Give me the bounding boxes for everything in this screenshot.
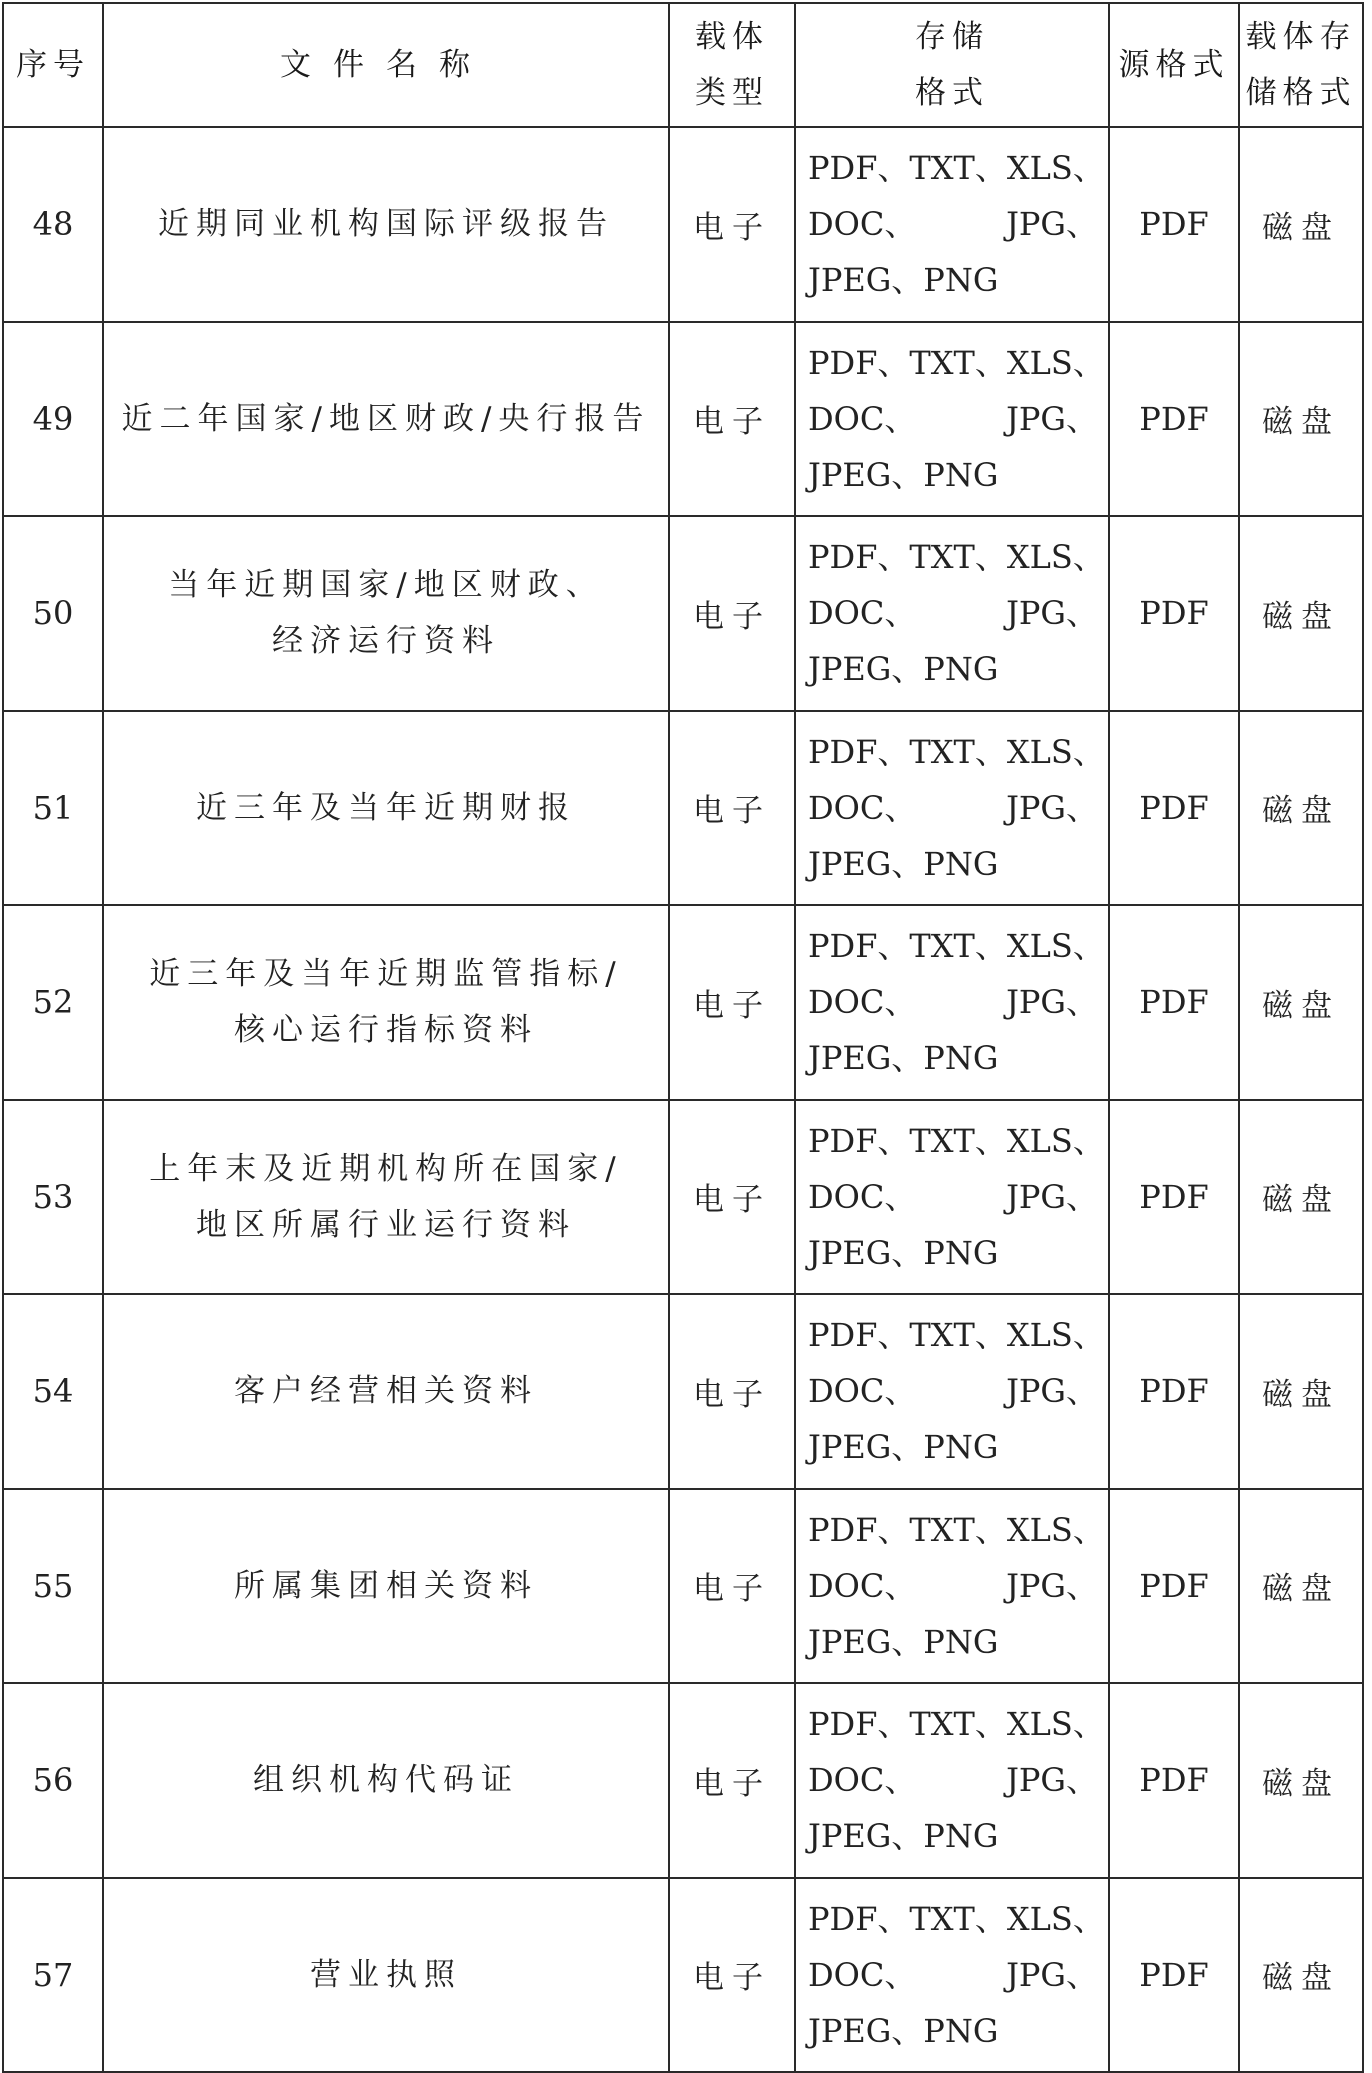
storage-format-line-3: JPEG、PNG (808, 1039, 999, 1078)
storage-format-line-3: JPEG、PNG (808, 455, 999, 494)
file-name-line: 客户经营相关资料 (234, 1373, 538, 1410)
carrier-type: 电子 (669, 516, 795, 711)
row-number: 48 (3, 127, 103, 322)
row-number: 57 (3, 1878, 103, 2073)
carrier-storage-format: 磁盘 (1239, 1683, 1363, 1878)
row-number: 50 (3, 516, 103, 711)
storage-format-line-2-left: DOC、 (808, 1566, 917, 1605)
carrier-storage-format: 磁盘 (1239, 711, 1363, 906)
carrier-storage-format: 磁盘 (1239, 1100, 1363, 1295)
file-name-cell (103, 1489, 669, 1684)
row-number: 54 (3, 1294, 103, 1489)
carrier-type: 电子 (669, 1100, 795, 1295)
storage-format-cell (795, 905, 1109, 1100)
storage-format-line-2 (808, 196, 1098, 252)
storage-format-cell (795, 1878, 1109, 2073)
storage-format-line-2-left: DOC、 (808, 205, 917, 244)
storage-format-line-2-right: JPG、 (1006, 983, 1098, 1022)
storage-format-line-2-right: JPG、 (1006, 1566, 1098, 1605)
row-number: 55 (3, 1489, 103, 1684)
storage-format-line-2 (808, 391, 1098, 447)
source-format: PDF (1109, 1683, 1239, 1878)
header-carrier-type-line-1: 载体 (695, 19, 769, 55)
table-row (3, 1489, 1363, 1684)
header-carrier-storage-line-1: 载体存 (1245, 19, 1357, 55)
row-number: 52 (3, 905, 103, 1100)
row-number: 49 (3, 322, 103, 517)
carrier-storage-format: 磁盘 (1239, 127, 1363, 322)
storage-format-line-2 (808, 1558, 1098, 1614)
file-name-line: 近三年及当年近期监管指标/ (149, 956, 623, 993)
table-row (3, 1294, 1363, 1489)
storage-format-line-3: JPEG、PNG (808, 650, 999, 689)
storage-format-cell (795, 1100, 1109, 1295)
file-name-cell (103, 1294, 669, 1489)
storage-format-line-3: JPEG、PNG (808, 1817, 999, 1856)
storage-format-line-1: PDF、TXT、XLS、 (808, 1510, 1105, 1549)
header-storage-format-line-2: 格式 (915, 75, 989, 111)
storage-format-line-2-left: DOC、 (808, 1177, 917, 1216)
table-row (3, 127, 1363, 322)
file-name-cell (103, 1683, 669, 1878)
file-name-cell (103, 1100, 669, 1295)
storage-format-line-2-left: DOC、 (808, 1955, 917, 1994)
header-name: 文件名称 (103, 3, 669, 127)
storage-format-line-2-left: DOC、 (808, 399, 917, 438)
storage-format-line-1: PDF、TXT、XLS、 (808, 927, 1105, 966)
storage-format-line-2-right: JPG、 (1006, 205, 1098, 244)
file-name-line: 核心运行指标资料 (234, 1012, 538, 1049)
row-number: 53 (3, 1100, 103, 1295)
table-header-row (3, 3, 1363, 127)
source-format: PDF (1109, 1294, 1239, 1489)
storage-format-line-2-left: DOC、 (808, 1761, 917, 1800)
storage-format-line-3: JPEG、PNG (808, 2011, 999, 2050)
header-storage-format (795, 3, 1109, 127)
storage-format-line-2-right: JPG、 (1006, 1177, 1098, 1216)
storage-format-line-2-right: JPG、 (1006, 594, 1098, 633)
header-carrier-storage-line-2: 储格式 (1245, 75, 1357, 111)
table-row (3, 322, 1363, 517)
header-storage-format-line-1: 存储 (915, 19, 989, 55)
row-number: 56 (3, 1683, 103, 1878)
storage-format-line-1: PDF、TXT、XLS、 (808, 732, 1105, 771)
carrier-type: 电子 (669, 711, 795, 906)
carrier-storage-format: 磁盘 (1239, 905, 1363, 1100)
storage-format-cell (795, 1294, 1109, 1489)
table-row (3, 905, 1363, 1100)
storage-format-cell (795, 516, 1109, 711)
carrier-type: 电子 (669, 905, 795, 1100)
header-carrier-type (669, 3, 795, 127)
storage-format-line-2 (808, 585, 1098, 641)
storage-format-line-2-right: JPG、 (1006, 1761, 1098, 1800)
table-body (3, 127, 1363, 2072)
carrier-type: 电子 (669, 1878, 795, 2073)
carrier-storage-format: 磁盘 (1239, 1878, 1363, 2073)
storage-format-line-3: JPEG、PNG (808, 1622, 999, 1661)
source-format: PDF (1109, 127, 1239, 322)
file-name-line: 经济运行资料 (272, 623, 500, 660)
source-format: PDF (1109, 711, 1239, 906)
storage-format-line-2-left: DOC、 (808, 788, 917, 827)
file-name-line: 上年末及近期机构所在国家/ (149, 1150, 623, 1187)
file-name-line: 营业执照 (310, 1956, 462, 1993)
carrier-type: 电子 (669, 1489, 795, 1684)
carrier-storage-format: 磁盘 (1239, 1294, 1363, 1489)
storage-format-cell (795, 1489, 1109, 1684)
storage-format-line-1: PDF、TXT、XLS、 (808, 1705, 1105, 1744)
header-carrier-type-line-2: 类型 (695, 75, 769, 111)
file-name-cell (103, 516, 669, 711)
storage-format-line-2-right: JPG、 (1006, 1955, 1098, 1994)
table-row (3, 1878, 1363, 2073)
carrier-storage-format: 磁盘 (1239, 322, 1363, 517)
carrier-type: 电子 (669, 1683, 795, 1878)
storage-format-cell (795, 711, 1109, 906)
storage-format-line-1: PDF、TXT、XLS、 (808, 1121, 1105, 1160)
storage-format-line-3: JPEG、PNG (808, 844, 999, 883)
file-name-cell (103, 322, 669, 517)
file-name-line: 近三年及当年近期财报 (196, 789, 576, 826)
carrier-storage-format: 磁盘 (1239, 1489, 1363, 1684)
storage-format-line-3: JPEG、PNG (808, 261, 999, 300)
source-format: PDF (1109, 1878, 1239, 2073)
storage-format-line-1: PDF、TXT、XLS、 (808, 1899, 1105, 1938)
carrier-type: 电子 (669, 322, 795, 517)
table-row (3, 516, 1363, 711)
file-name-line: 所属集团相关资料 (234, 1567, 538, 1604)
row-number: 51 (3, 711, 103, 906)
storage-format-cell (795, 1683, 1109, 1878)
storage-format-line-2-right: JPG、 (1006, 788, 1098, 827)
header-carrier-storage (1239, 3, 1363, 127)
storage-format-cell (795, 322, 1109, 517)
storage-format-line-1: PDF、TXT、XLS、 (808, 343, 1105, 382)
storage-format-line-1: PDF、TXT、XLS、 (808, 1316, 1105, 1355)
source-format: PDF (1109, 905, 1239, 1100)
table-row (3, 711, 1363, 906)
file-name-cell (103, 127, 669, 322)
carrier-storage-format: 磁盘 (1239, 516, 1363, 711)
file-name-cell (103, 1878, 669, 2073)
source-format: PDF (1109, 322, 1239, 517)
storage-format-cell (795, 127, 1109, 322)
header-source-format: 源格式 (1109, 3, 1239, 127)
storage-format-line-1: PDF、TXT、XLS、 (808, 538, 1105, 577)
file-name-line: 组织机构代码证 (253, 1762, 519, 1799)
file-name-line: 当年近期国家/地区财政、 (168, 567, 604, 604)
source-format: PDF (1109, 1100, 1239, 1295)
file-name-line: 地区所属行业运行资料 (196, 1206, 576, 1243)
file-name-line: 近期同业机构国际评级报告 (158, 206, 614, 243)
storage-format-line-2 (808, 1363, 1098, 1419)
storage-format-line-2-left: DOC、 (808, 983, 917, 1022)
storage-format-line-3: JPEG、PNG (808, 1233, 999, 1272)
storage-format-line-1: PDF、TXT、XLS、 (808, 149, 1105, 188)
storage-format-line-2-right: JPG、 (1006, 399, 1098, 438)
header-no: 序号 (3, 3, 103, 127)
table-row (3, 1100, 1363, 1295)
file-name-cell (103, 711, 669, 906)
source-format: PDF (1109, 1489, 1239, 1684)
storage-format-line-2-left: DOC、 (808, 1372, 917, 1411)
carrier-type: 电子 (669, 127, 795, 322)
file-name-cell (103, 905, 669, 1100)
storage-format-line-2 (808, 1169, 1098, 1225)
file-list-table (2, 2, 1364, 2073)
source-format: PDF (1109, 516, 1239, 711)
storage-format-line-2 (808, 974, 1098, 1030)
storage-format-line-3: JPEG、PNG (808, 1428, 999, 1467)
storage-format-line-2 (808, 1947, 1098, 2003)
carrier-type: 电子 (669, 1294, 795, 1489)
file-name-line: 近二年国家/地区财政/央行报告 (121, 400, 651, 437)
storage-format-line-2 (808, 780, 1098, 836)
storage-format-line-2-left: DOC、 (808, 594, 917, 633)
table-row (3, 1683, 1363, 1878)
storage-format-line-2 (808, 1752, 1098, 1808)
storage-format-line-2-right: JPG、 (1006, 1372, 1098, 1411)
